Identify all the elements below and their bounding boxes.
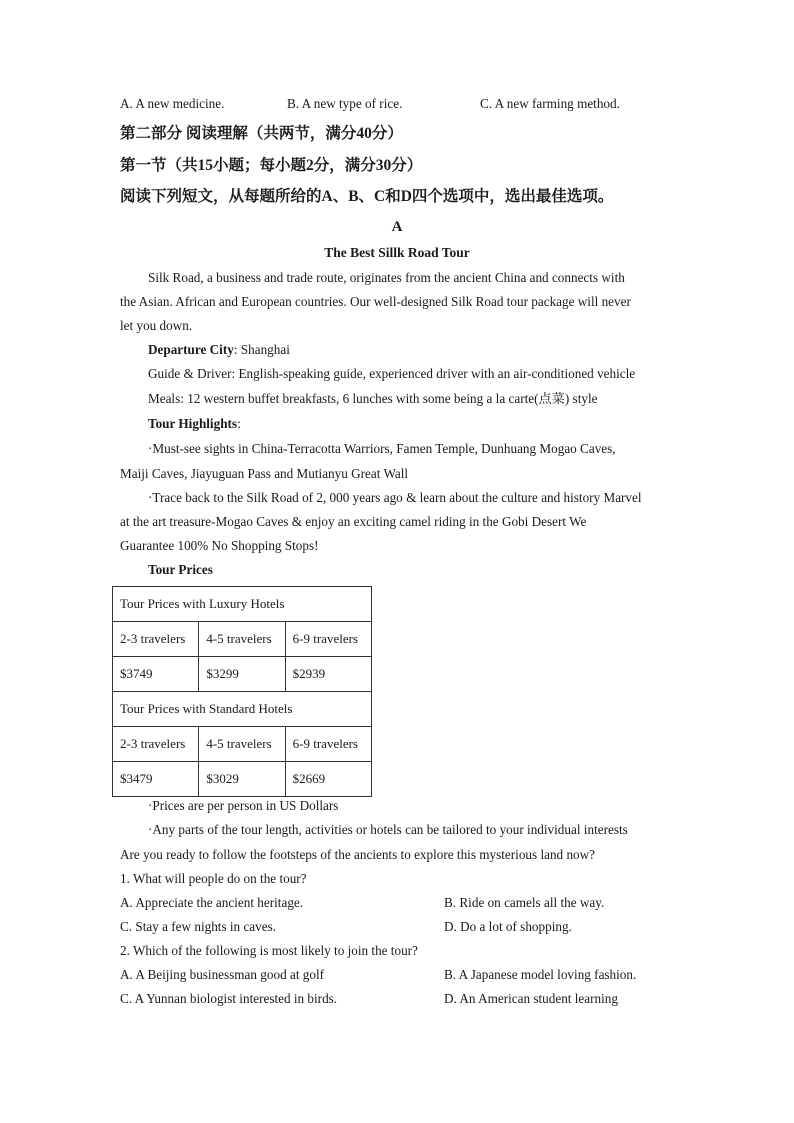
table-cell: $3749: [113, 657, 199, 692]
subsection-title: 第一节（共15小题；每小题2分，满分30分）: [120, 157, 423, 174]
table-cell: 2-3 travelers: [113, 622, 199, 657]
question-1-option-d: D. Do a lot of shopping.: [444, 919, 572, 934]
table-cell: $2669: [285, 762, 371, 797]
table-row: [113, 622, 372, 657]
table-cell: $3029: [199, 762, 285, 797]
section-title: 第二部分 阅读理解（共两节，满分40分）: [120, 125, 403, 142]
table-row: [113, 587, 372, 622]
table-cell: $3479: [113, 762, 199, 797]
note-2: ·Any parts of the tour length, activities or hotels can be tailored to your individual interests: [148, 822, 628, 837]
highlight-1-line-2: Maiji Caves, Jiayuguan Pass and Mutianyu Great Wall: [120, 466, 409, 481]
intro-line-2: the Asian. African and European countries. Our well-designed Silk Road tour package will never: [120, 294, 631, 309]
prev-option-b: B. A new type of rice.: [287, 96, 403, 111]
highlights-colon: :: [237, 416, 241, 431]
prev-option-c: C. A new farming method.: [480, 96, 620, 111]
question-2-option-c: C. A Yunnan biologist interested in birds.: [120, 991, 338, 1006]
luxury-header: Tour Prices with Luxury Hotels: [113, 587, 372, 622]
question-1-stem: 1. What will people do on the tour?: [120, 871, 307, 886]
standard-header: Tour Prices with Standard Hotels: [113, 692, 372, 727]
highlight-2-line-1: ·Trace back to the Silk Road of 2, 000 years ago & learn about the culture and history Marvel: [148, 490, 642, 505]
price-table: [112, 586, 372, 797]
intro-line-1: Silk Road, a business and trade route, originates from the ancient China and connects with: [148, 270, 625, 285]
passage-title: The Best Sillk Road Tour: [324, 245, 470, 260]
question-1-option-a: A. Appreciate the ancient heritage.: [120, 895, 304, 910]
highlight-2-line-3: Guarantee 100% No Shopping Stops!: [120, 538, 319, 553]
table-cell: $3299: [199, 657, 285, 692]
passage-letter: A: [391, 219, 403, 235]
highlight-2-line-2: at the art treasure-Mogao Caves & enjoy an exciting camel riding in the Gobi Desert We: [120, 514, 587, 529]
instructions: 阅读下列短文，从每题所给的A、B、C和D四个选项中，选出最佳选项。: [120, 188, 614, 205]
question-1-option-c: C. Stay a few nights in caves.: [120, 919, 277, 934]
prices-label: Tour Prices: [148, 562, 213, 577]
meals-line: Meals: 12 western buffet breakfasts, 6 lunches with some being a la carte(点菜) style: [148, 391, 598, 406]
table-row: [113, 727, 372, 762]
question-1-option-b: B. Ride on camels all the way.: [444, 895, 605, 910]
table-cell: 6-9 travelers: [285, 622, 371, 657]
note-1: ·Prices are per person in US Dollars: [148, 798, 339, 813]
highlights-label: Tour Highlights: [148, 416, 238, 431]
question-2-option-b: B. A Japanese model loving fashion.: [444, 967, 637, 982]
question-2-option-a: A. A Beijing businessman good at golf: [120, 967, 325, 982]
table-row: [113, 657, 372, 692]
table-cell: 6-9 travelers: [285, 727, 371, 762]
closing-line: Are you ready to follow the footsteps of the ancients to explore this mysterious land now?: [120, 847, 596, 862]
question-2-option-d: D. An American student learning: [444, 991, 618, 1006]
table-row: [113, 692, 372, 727]
highlights-line: [148, 416, 241, 432]
departure-line: [148, 342, 290, 358]
departure-label: Departure City: [148, 342, 234, 357]
question-2-stem: 2. Which of the following is most likely to join the tour?: [120, 943, 418, 958]
intro-line-3: let you down.: [120, 318, 193, 333]
highlight-1-line-1: ·Must-see sights in China-Terracotta Warriors, Famen Temple, Dunhuang Mogao Caves,: [148, 441, 616, 456]
table-cell: 4-5 travelers: [199, 622, 285, 657]
table-cell: $2939: [285, 657, 371, 692]
table-cell: 2-3 travelers: [113, 727, 199, 762]
table-row: [113, 762, 372, 797]
guide-line: Guide & Driver: English-speaking guide, experienced driver with an air-conditioned vehicle: [148, 366, 636, 381]
departure-value: : Shanghai: [233, 342, 290, 357]
prev-option-a: A. A new medicine.: [120, 96, 225, 111]
table-cell: 4-5 travelers: [199, 727, 285, 762]
